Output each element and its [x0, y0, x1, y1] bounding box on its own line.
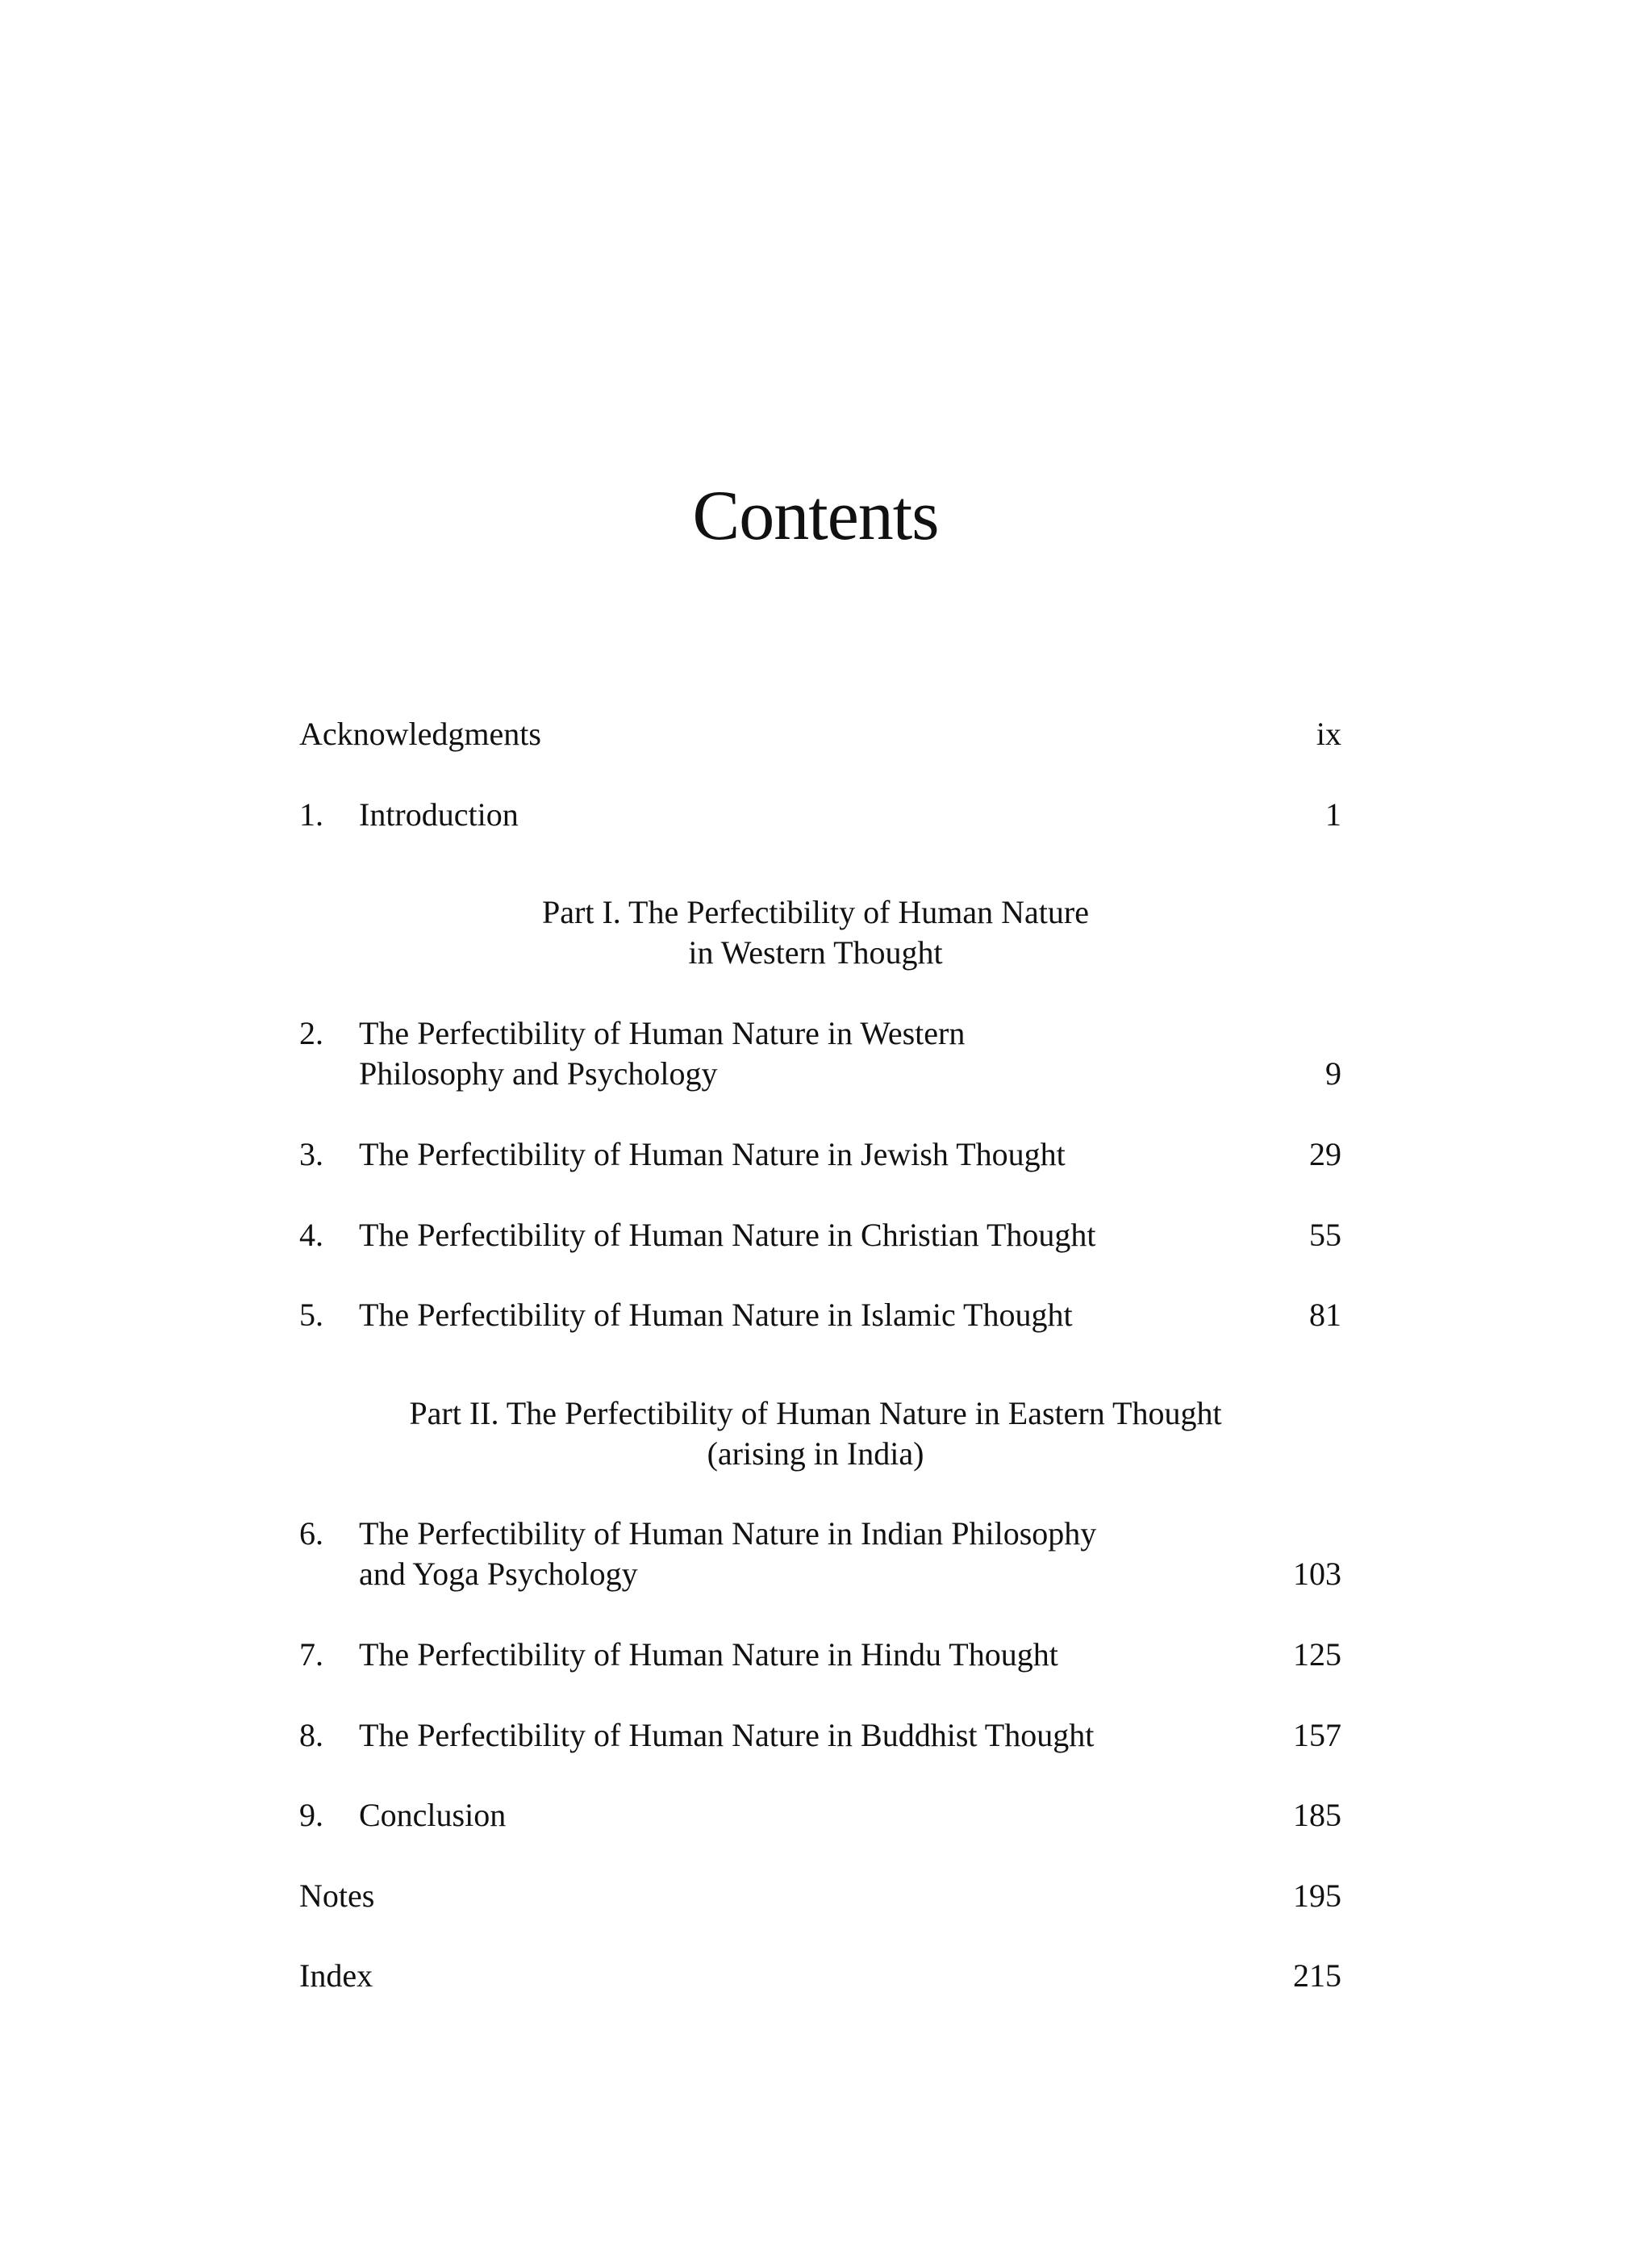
toc-entry-number: 5.	[299, 1297, 323, 1333]
toc-entry-number: 6.	[299, 1515, 323, 1552]
toc-entry-page: 1	[1325, 796, 1341, 833]
part-heading-line: Part II. The Perfectibility of Human Nature in Eastern Thought	[409, 1395, 1222, 1431]
toc-entry-label: Index	[299, 1957, 373, 1994]
page-title: Contents	[692, 477, 939, 555]
toc-entry-page: 185	[1293, 1797, 1341, 1833]
toc-entry-number: 1.	[299, 796, 323, 833]
toc-entry-label: The Perfectibility of Human Nature in Buddhist Thought	[359, 1717, 1095, 1753]
toc-entry-page: 215	[1293, 1957, 1341, 1994]
part-heading-line: Part I. The Perfectibility of Human Nature	[542, 894, 1089, 930]
part-heading-line: (arising in India)	[707, 1435, 924, 1472]
toc-entry-label: Notes	[299, 1877, 375, 1914]
toc-entry-page: 55	[1309, 1217, 1341, 1253]
toc-entry-page: 103	[1293, 1556, 1341, 1592]
toc-entry-label: The Perfectibility of Human Nature in Hindu Thought	[359, 1636, 1058, 1673]
toc-entry-number: 7.	[299, 1636, 323, 1673]
part-heading-1	[0, 892, 1631, 973]
toc-entry-page: 157	[1293, 1717, 1341, 1753]
toc-entry-label: The Perfectibility of Human Nature in Islamic Thought	[359, 1297, 1073, 1333]
toc-entry-label-line: and Yoga Psychology	[359, 1556, 638, 1592]
toc-entry-label-line: The Perfectibility of Human Nature in Western	[359, 1015, 966, 1051]
toc-entry-label-line: The Perfectibility of Human Nature in Indian Philosophy	[359, 1515, 1097, 1552]
toc-entry-page: 81	[1309, 1297, 1341, 1333]
toc-entry-label: The Perfectibility of Human Nature in Christian Thought	[359, 1217, 1096, 1253]
toc-entry-number: 3.	[299, 1136, 323, 1172]
toc-entry-label	[359, 1514, 1096, 1594]
toc-entry-label	[359, 1013, 965, 1094]
toc-entry-label: The Perfectibility of Human Nature in Jewish Thought	[359, 1136, 1066, 1172]
toc-entry-label: Introduction	[359, 796, 519, 833]
toc-entry-page: 9	[1325, 1055, 1341, 1092]
toc-entry-number: 8.	[299, 1717, 323, 1753]
toc-entry-number: 2.	[299, 1015, 323, 1051]
toc-entry-label: Acknowledgments	[299, 716, 541, 752]
toc-entry-page: 125	[1293, 1636, 1341, 1673]
toc-entry-page: ix	[1316, 716, 1341, 752]
toc-entry-page: 195	[1293, 1877, 1341, 1914]
part-heading-2	[0, 1393, 1631, 1474]
part-heading-line: in Western Thought	[688, 934, 943, 971]
toc-entry-page: 29	[1309, 1136, 1341, 1172]
toc-entry-number: 4.	[299, 1217, 323, 1253]
toc-entry-label: Conclusion	[359, 1797, 507, 1833]
toc-entry-number: 9.	[299, 1797, 323, 1833]
toc-entry-label-line: Philosophy and Psychology	[359, 1055, 718, 1092]
